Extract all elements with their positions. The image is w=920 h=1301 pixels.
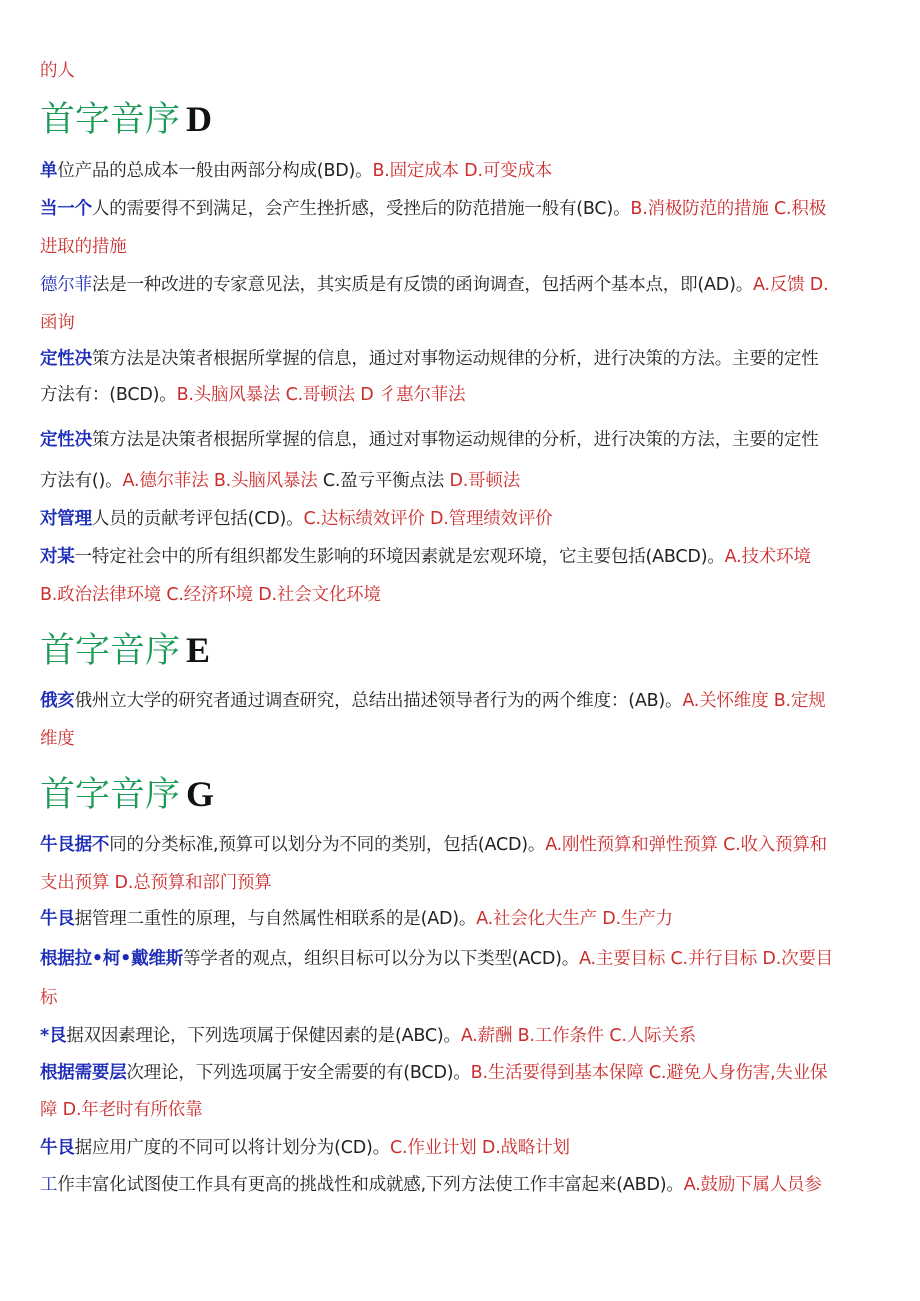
question-keyword: 俄亥: [40, 691, 75, 711]
question-keyword: 单: [40, 161, 58, 181]
answer-text: 支出预算 D.总预算和部门预算: [40, 873, 272, 893]
answer-text: A.关怀维度 B.定规: [682, 691, 826, 711]
question-keyword: 定性决: [40, 349, 92, 369]
question-item: [40, 826, 882, 864]
question-text: 俄州立大学的研究者通过调查研究，总结出描述领导者行为的两个维度：(AB)。: [74, 691, 683, 711]
question-text: 同的分类标准,预算可以划分为不同的类别，包括(ACD)。: [109, 835, 546, 855]
question-keyword: 对管理: [40, 509, 92, 529]
answer-text: A.主要目标 C.并行目标 D.次要目: [579, 949, 833, 969]
question-text: 一特定社会中的所有组织都发生影响的环境因素就是宏观环境，它主要包括(ABCD)。: [74, 547, 725, 567]
question-item: [40, 1166, 882, 1204]
question-text: 据应用广度的不同可以将计划分为(CD)。: [74, 1138, 390, 1158]
question-text: 作丰富化试图使工作具有更高的挑战性和成就感,下列方法使工作丰富起来(ABD)。: [57, 1175, 684, 1195]
question-keyword: 牛艮: [40, 909, 75, 929]
section-heading-d: [40, 96, 882, 143]
question-item-continued: [40, 304, 882, 342]
question-item: [40, 900, 882, 938]
section-heading-e: [40, 627, 882, 674]
heading-text: 首字音序: [40, 631, 181, 671]
question-keyword: 当一个: [40, 199, 92, 219]
question-item: [40, 1017, 882, 1055]
question-item-continued: [40, 376, 882, 414]
question-item: [40, 500, 882, 538]
question-item: [40, 421, 882, 459]
question-text: 方法有：(BCD)。: [40, 385, 177, 405]
question-keyword: 对某: [40, 547, 75, 567]
top-fragment: 的人: [40, 61, 75, 81]
answer-text: 维度: [40, 729, 75, 749]
question-text: C.盈亏平衡点法: [317, 471, 450, 491]
answer-text: A.刚性预算和弹性预算 C.收入预算和: [545, 835, 827, 855]
answer-text: B.固定成本 D.可变成本: [372, 161, 553, 181]
answer-text: A.技术环境: [724, 547, 811, 567]
answer-text: A.德尔菲法 B.头脑风暴法: [122, 471, 318, 491]
question-item-continued: [40, 228, 882, 266]
answer-text: A.鼓励下属人员参: [683, 1175, 822, 1195]
answer-text: A.反馈 D.: [753, 275, 829, 295]
question-keyword: 工: [40, 1175, 58, 1195]
question-item-continued: [40, 720, 882, 758]
question-text: 据管理二重性的原理，与自然属性相联系的是(AD)。: [74, 909, 477, 929]
question-item: [40, 266, 882, 304]
question-keyword: 德尔菲: [40, 275, 92, 295]
heading-text: 首字音序: [40, 100, 181, 140]
question-item: [40, 1054, 882, 1092]
answer-text: A.社会化大生产 D.生产力: [476, 909, 673, 929]
question-text: 策方法是决策者根据所掌握的信息，通过对事物运动规律的分析，进行决策的方法。主要的定性: [91, 349, 819, 369]
question-text: 人的需要得不到满足，会产生挫折感，受挫后的防范措施一般有(BC)。: [91, 199, 631, 219]
question-keyword: 根据拉•柯•戴维斯: [40, 949, 184, 969]
answer-text: D.哥顿法: [449, 471, 520, 491]
question-keyword: 定性决: [40, 430, 92, 450]
question-text: 据双因素理论，下列选项属于保健因素的是(ABC)。: [66, 1026, 461, 1046]
answer-text: B.头脑风暴法 C.哥顿法 D 彳惠尔菲法: [176, 385, 466, 405]
heading-letter: E: [186, 630, 211, 670]
question-text: 次理论，下列选项属于安全需要的有(BCD)。: [126, 1063, 471, 1083]
heading-letter: D: [186, 99, 213, 139]
question-item: [40, 682, 882, 720]
question-item-continued: [40, 864, 882, 902]
question-item-continued: [40, 462, 882, 500]
question-item: [40, 190, 882, 228]
question-item: [40, 152, 882, 190]
answer-text: B.消极防范的措施 C.积极: [630, 199, 827, 219]
question-item: [40, 1129, 882, 1167]
answer-text: A.薪酬 B.工作条件 C.人际关系: [460, 1026, 696, 1046]
answer-text: 进取的措施: [40, 237, 127, 257]
heading-letter: G: [186, 774, 215, 814]
question-keyword: *艮: [40, 1026, 67, 1046]
question-keyword: 牛艮据不: [40, 835, 110, 855]
answer-text: C.作业计划 D.战略计划: [389, 1138, 570, 1158]
question-text: 等学者的观点，组织目标可以分为以下类型(ACD)。: [183, 949, 580, 969]
question-text: 位产品的总成本一般由两部分构成(BD)。: [57, 161, 373, 181]
answer-text: C.达标绩效评价 D.管理绩效评价: [303, 509, 553, 529]
question-text: 法是一种改进的专家意见法，其实质是有反馈的函询调查，包括两个基本点，即(AD)。: [91, 275, 754, 295]
answer-text: 标: [40, 988, 58, 1008]
question-item: [40, 940, 882, 978]
heading-text: 首字音序: [40, 775, 181, 815]
question-item: [40, 340, 882, 378]
answer-text: B.政治法律环境 C.经济环境 D.社会文化环境: [40, 585, 381, 605]
question-text: 策方法是决策者根据所掌握的信息，通过对事物运动规律的分析，进行决策的方法，主要的定性: [91, 430, 819, 450]
question-item: [40, 538, 882, 576]
question-item-continued: [40, 576, 882, 614]
question-text: 方法有()。: [40, 471, 123, 491]
question-keyword: 牛艮: [40, 1138, 75, 1158]
question-item-continued: [40, 1091, 882, 1129]
answer-text: 障 D.年老时有所依靠: [40, 1100, 203, 1120]
question-text: 人员的贡献考评包括(CD)。: [91, 509, 304, 529]
question-keyword: 根据需要层: [40, 1063, 127, 1083]
question-item-continued: [40, 979, 882, 1017]
answer-text: 函询: [40, 313, 75, 333]
section-heading-g: [40, 771, 882, 818]
answer-text: B.生活要得到基本保障 C.避免人身伤害,失业保: [470, 1063, 828, 1083]
